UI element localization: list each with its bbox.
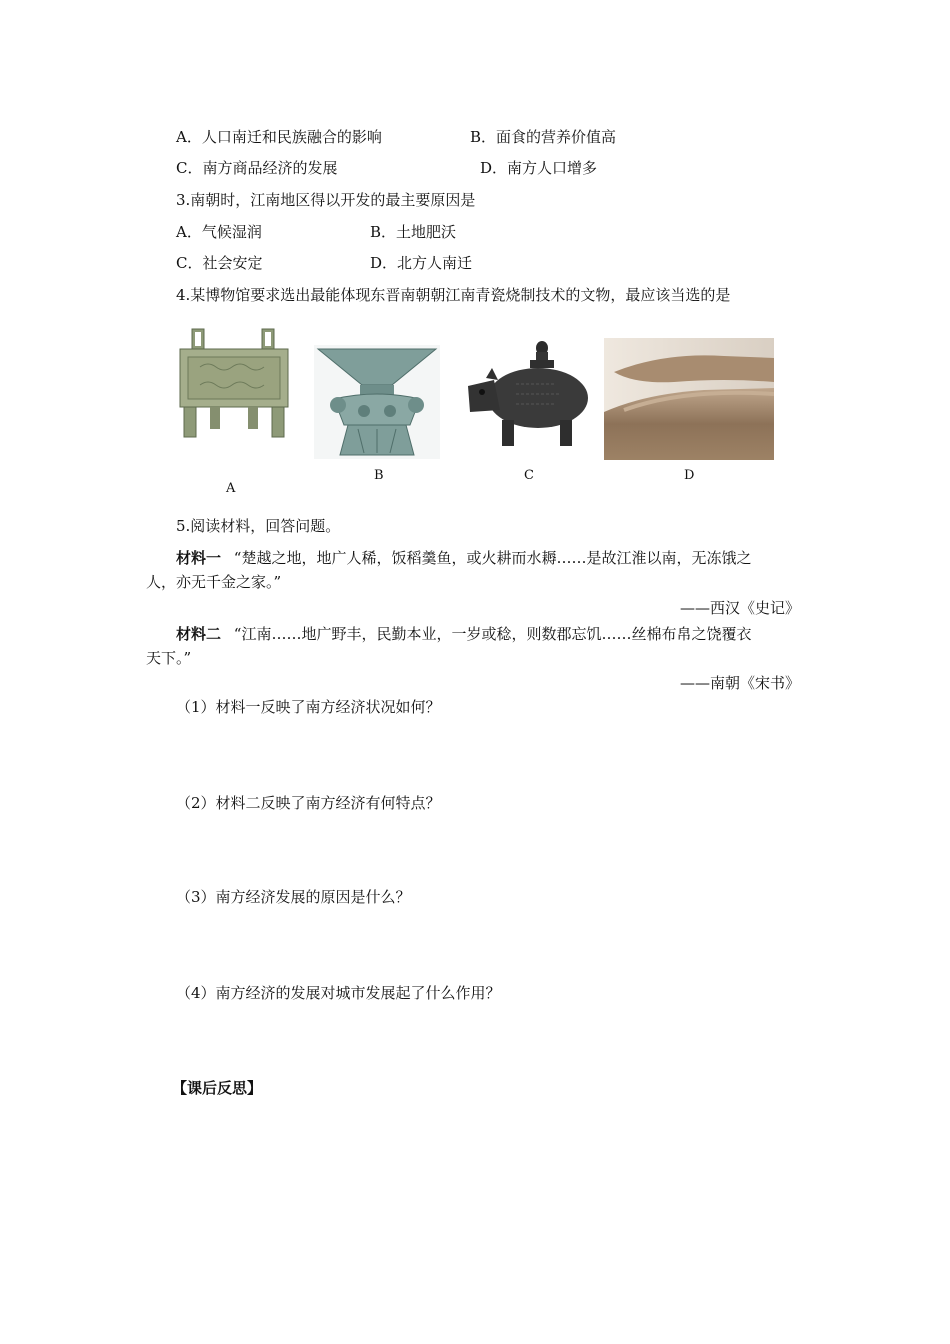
q5-sub2: （2）材料二反映了南方经济有何特点？ xyxy=(176,794,441,812)
q2-option-b: B．面食的营养价值高 xyxy=(470,128,617,146)
artifact-image-c xyxy=(460,340,590,460)
reflection-heading: 【课后反思】 xyxy=(172,1079,263,1097)
q3-stem: 3.南朝时，江南地区得以开发的最主要原因是 xyxy=(176,191,476,209)
q2-option-d: D．南方人口增多 xyxy=(480,159,598,177)
material-one xyxy=(176,548,751,568)
material-one-label: 材料一 xyxy=(176,549,222,567)
material-one-line2: 人，亦无千金之家。” xyxy=(146,573,282,591)
q5-sub1: （1）材料一反映了南方经济状况如何？ xyxy=(176,698,441,716)
material-two xyxy=(176,624,751,644)
image-caption-c: C xyxy=(524,468,534,483)
image-caption-d: D xyxy=(684,468,695,483)
q2-option-a: A．人口南迁和民族融合的影响 xyxy=(176,128,382,146)
image-caption-b: B xyxy=(374,468,384,483)
material-two-line2: 天下。” xyxy=(146,649,192,667)
q2-option-c: C．南方商品经济的发展 xyxy=(176,159,338,177)
q3-option-a: A．气候湿润 xyxy=(176,223,262,241)
material-one-source: ——西汉《史记》 xyxy=(679,599,800,617)
image-caption-a: A xyxy=(226,481,236,496)
artifact-image-a xyxy=(170,325,298,443)
q4-stem: 4.某博物馆要求选出最能体现东晋南朝朝江南青瓷烧制技术的文物，最应该当选的是 xyxy=(176,286,731,304)
material-two-label: 材料二 xyxy=(176,625,222,643)
q5-stem: 5.阅读材料，回答问题。 xyxy=(176,517,341,535)
artifact-image-d xyxy=(604,338,774,460)
q3-option-d: D．北方人南迁 xyxy=(370,254,473,272)
artifact-image-b xyxy=(314,345,440,459)
q3-option-c: C．社会安定 xyxy=(176,254,263,272)
material-one-line1: “楚越之地，地广人稀，饭稻羹鱼，或火耕而水耨……是故江淮以南，无冻饿之 xyxy=(233,549,752,567)
q5-sub3: （3）南方经济发展的原因是什么？ xyxy=(176,888,411,906)
material-two-source: ——南朝《宋书》 xyxy=(679,674,800,692)
q3-option-b: B．土地肥沃 xyxy=(370,223,457,241)
material-two-line1: “江南……地广野丰，民勤本业，一岁或稔，则数郡忘饥……丝棉布帛之饶覆衣 xyxy=(233,625,752,643)
q5-sub4: （4）南方经济的发展对城市发展起了什么作用？ xyxy=(176,984,501,1002)
